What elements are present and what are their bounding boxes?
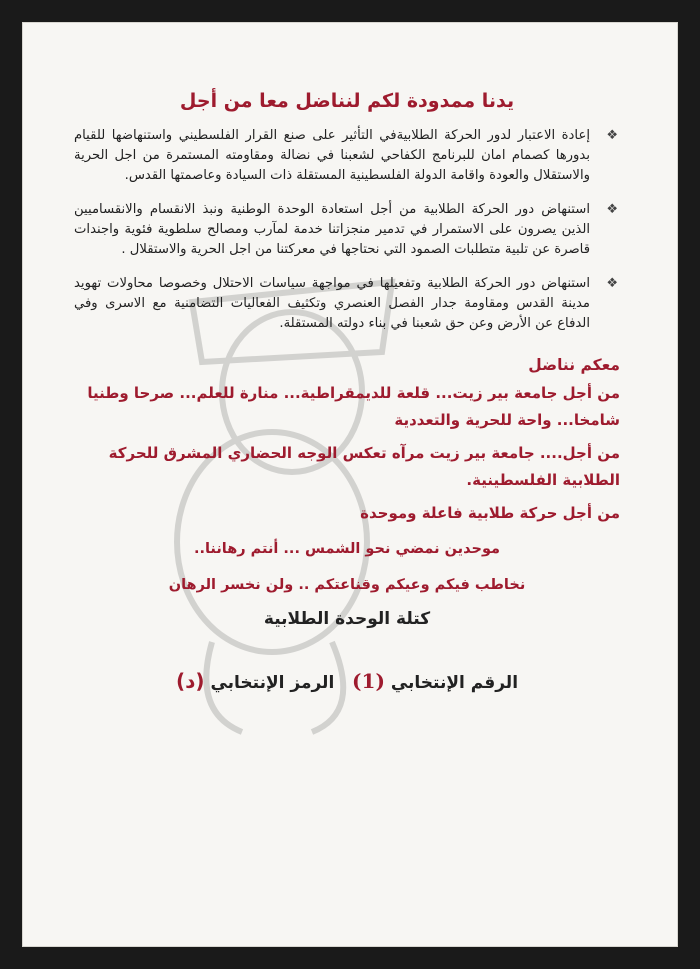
election-symbol-label: الرمز الإنتخابي (210, 673, 335, 693)
bloc-signature: كتلة الوحدة الطلابية (263, 609, 431, 629)
slogan-mirror: من أجل.... جامعة بير زيت مرآه تعكس الوجه الحضاري المشرق للحركة الطلابية الفلسطينية. (108, 444, 620, 489)
with-you-heading: معكم نناضل (528, 356, 620, 374)
election-number-label: الرقم الإنتخابي (390, 673, 519, 693)
list-item (74, 126, 620, 186)
united-line: موحدين نمضي نحو الشمس ... أنتم رهاننا.. (193, 541, 501, 557)
diamond-bullet-icon: ❖ (606, 276, 618, 291)
election-number: (1) (352, 669, 385, 693)
election-code (74, 669, 620, 693)
leaflet-content (22, 90, 678, 693)
list-item (74, 274, 620, 334)
diamond-bullet-icon: ❖ (606, 202, 618, 217)
list-item-text: استنهاض دور الحركة الطلابية وتفعيلها في مواجهة سياسات الاحتلال وخصوصا محاولات تهويد مدينة القدس ومقاومة جدار الفصل العنصري وتكثيف الفعاليات التضامنية مع الاسرى وفي الدفاع عن الأرض وعن حق شعبنا في بناء دولته المستقلة. (74, 276, 590, 331)
slogan-university: من أجل جامعة بير زيت... قلعة للديمقراطية... منارة للعلم... صرحا وطنيا شامخا... واحة للحرية والتعددية (87, 384, 620, 429)
diamond-bullet-icon: ❖ (606, 128, 618, 143)
list-item-text: استنهاض دور الحركة الطلابية من أجل استعادة الوحدة الوطنية ونبذ الانقسام والانقساميين الذين يصرون على الاستمرار في تدمير منجزاتنا خدمة لمآرب ومصالح سلطوية فئوية واجندات قاصرة عن تلبية متطلبات الصمود التي نحتاجها في معركتنا من اجل الحرية والاستقلال . (74, 202, 590, 257)
election-symbol: (د) (175, 669, 205, 693)
address-line: نخاطب فيكم وعيكم وقناعتكم .. ولن نخسر الرهان (168, 577, 526, 593)
page-title: يدنا ممدودة لكم لنناضل معا من أجل (179, 90, 515, 112)
list-item (74, 200, 620, 260)
leaflet-page (22, 22, 678, 947)
list-item-text: إعادة الاعتبار لدور الحركة الطلابيةفي التأثير على صنع القرار الفلسطيني واستنهاضها للقيام بدورها كصمام امان للبرنامج الكفاحي لشعبنا في نضالة ومقاومته المستمرة من اجل الحرية والاستقلال والعودة واقامة الدولة الفلسطينية المستقلة ذات السيادة وعاصمتها القدس. (74, 128, 590, 183)
goals-list (74, 126, 620, 334)
slogan-movement: من أجل حركة طلابية فاعلة وموحدة (360, 504, 620, 522)
